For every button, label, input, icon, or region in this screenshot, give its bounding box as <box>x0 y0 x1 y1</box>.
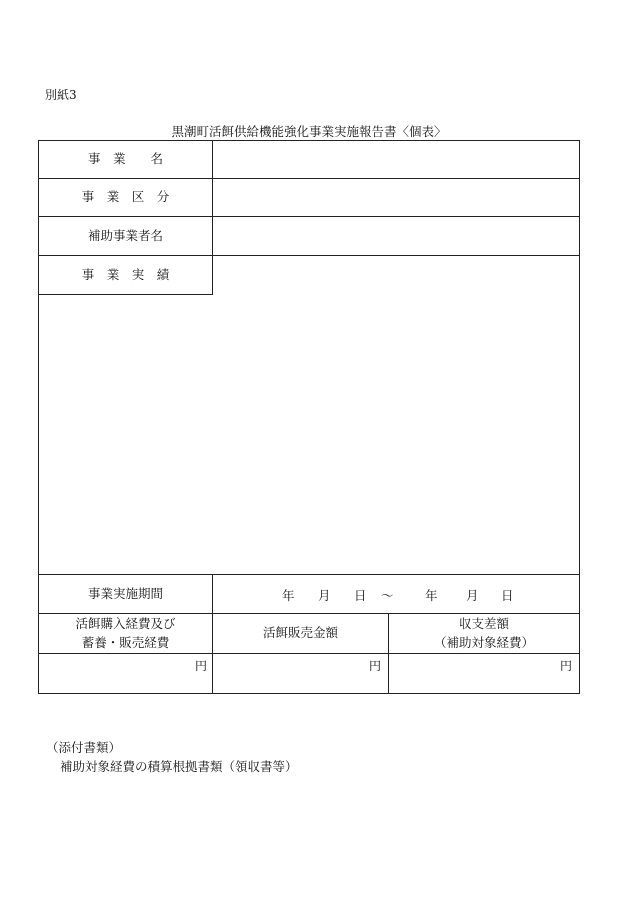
period-day-end: 日 <box>501 588 514 603</box>
header-purchase-costs <box>39 614 212 653</box>
header-balance-line1: 収支差額 <box>458 615 509 631</box>
header-purchase-costs-line1: 活餌購入経費及び <box>75 615 176 631</box>
period-year-end: 年 <box>425 588 438 603</box>
period-value[interactable] <box>213 575 579 613</box>
document-title: 黒潮町活餌供給機能強化事業実施報告書〈個表〉 <box>171 124 447 139</box>
period-tilde: 〜 <box>381 588 394 603</box>
amount-purchase-costs[interactable] <box>39 654 212 693</box>
period-day-start: 日 <box>354 588 367 603</box>
amount-balance[interactable] <box>389 654 579 693</box>
yen-unit: 円 <box>194 659 207 673</box>
header-balance <box>389 614 579 653</box>
header-balance-line2: （補助対象経費） <box>433 634 534 650</box>
label-period: 事業実施期間 <box>87 585 163 601</box>
header-sales-amount: 活餌販売金額 <box>262 625 338 641</box>
results-area[interactable] <box>39 295 579 574</box>
header-purchase-costs-line2: 蓄養・販売経費 <box>81 634 170 650</box>
value-project-name[interactable] <box>213 141 579 178</box>
value-grantee-name[interactable] <box>213 217 579 255</box>
yen-unit: 円 <box>368 659 381 673</box>
label-grantee-name: 補助事業者名 <box>87 227 163 243</box>
period-month-start: 月 <box>318 588 331 603</box>
report-form <box>38 140 580 694</box>
yen-unit: 円 <box>559 659 572 673</box>
attachments-heading: （添付書類） <box>46 740 122 755</box>
period-month-end: 月 <box>466 588 479 603</box>
period-year-start: 年 <box>282 588 295 603</box>
value-project-category[interactable] <box>213 179 579 216</box>
label-project-name: 事 業 名 <box>87 151 163 167</box>
amount-sales[interactable] <box>213 654 388 693</box>
label-results: 事 業 実 績 <box>81 266 170 282</box>
attachments-item: 補助対象経費の積算根拠書類（領収書等） <box>60 759 298 774</box>
annex-label: 別紙3 <box>45 88 77 102</box>
label-project-category: 事 業 区 分 <box>81 189 170 205</box>
